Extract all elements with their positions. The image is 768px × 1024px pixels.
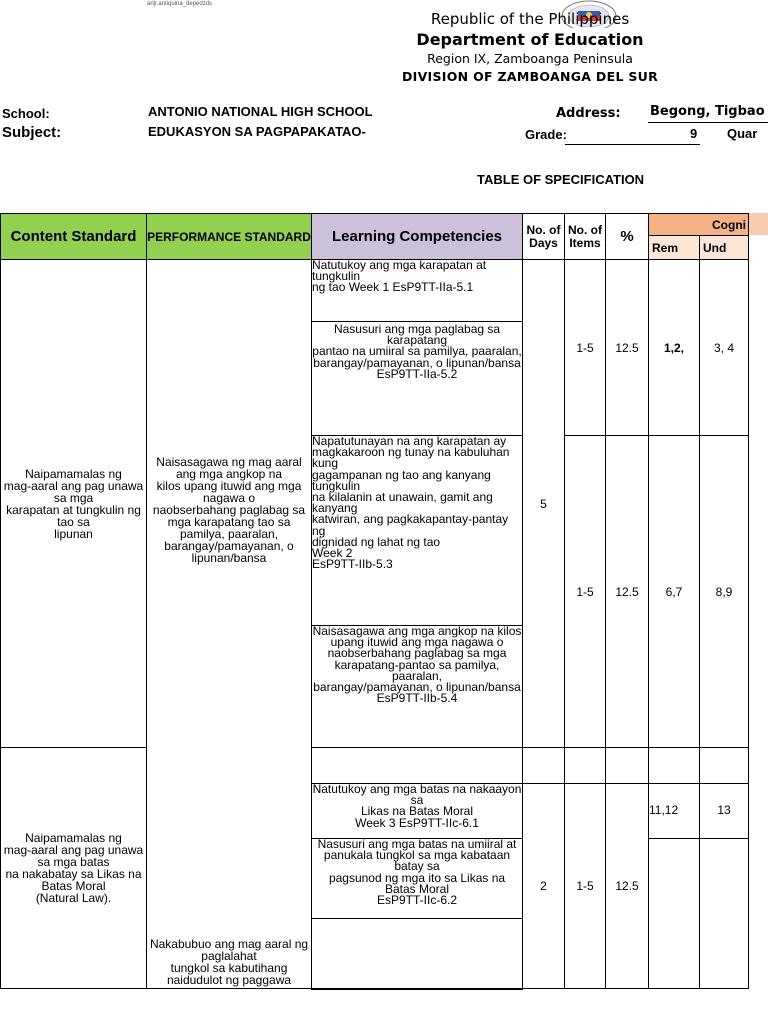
subject-label: Subject:	[2, 124, 62, 141]
subject-value: EDUKASYON SA PAGPAPAKATAO-	[148, 124, 366, 139]
quarter-label: Quar	[727, 126, 758, 141]
grade-underline	[565, 144, 700, 145]
department-heading: Department of Education	[416, 30, 644, 49]
competency-cell: Natutukoy ang mga batas na nakaayon sa Likas na Batas Moral Week 3 EsP9TT-IIc-6.1	[312, 784, 523, 839]
republic-heading: Republic of the Philippines	[430, 10, 630, 28]
school-label: School:	[2, 106, 50, 121]
competency-cell: Naisasagawa ang mga angkop na kilos upang ituwid ang mga nagawa o naobserbahang paglabag sa mga karapatang-pantao sa pamilya, paaralan, barangay/pamayanan, o lipunan/bansa EsP9TT-IIb-5.4	[312, 626, 523, 748]
empty-cell	[649, 748, 700, 784]
competency-cell: Natutukoy ang mga karapatan at tungkulin ng tao Week 1 EsP9TT-IIa-5.1	[312, 260, 523, 322]
und-cell: 3, 4	[700, 260, 749, 436]
percent-cell: 12.5	[606, 260, 649, 436]
document-title: TABLE OF SPECIFICATION	[477, 172, 645, 187]
content-standard-cell: Naipamamalas ng mag-aaral ang pag unawa sa mga batas na nakabatay sa Likas na Batas Moral (Natural Law).	[1, 748, 147, 989]
header-no-of-items: No. of Items	[565, 214, 606, 260]
header-no-of-days: No. of Days	[523, 214, 565, 260]
watermark-text: arljr.antiquina_depedzds	[147, 1, 213, 7]
items-cell: 1-5	[565, 260, 606, 436]
header-performance-standard: PERFORMANCE STANDARD	[147, 214, 312, 260]
region-heading: Region IX, Zamboanga Peninsula	[427, 51, 633, 66]
rem-cell: 11,12	[649, 784, 700, 839]
competency-cell: Napatutunayan na ang karapatan ay magkakaroon ng tunay na kabuluhan kung gagampanan ng tao ang kanyang tungkulin na kilalanin at unawain, gamit ang kanyang katwiran, ang pagkakapantay-pantay ng dignidad ng lahat ng tao Week 2 EsP9TT-IIb-5.3	[312, 436, 523, 626]
header-content-standard: Content Standard	[1, 214, 147, 260]
empty-cell	[700, 839, 749, 989]
und-cell: 8,9	[700, 436, 749, 748]
header-rem: Rem	[649, 236, 700, 260]
performance-standard-cell	[147, 260, 312, 989]
competency-cell: Nasusuri ang mga paglabag sa karapatang pantao na umiiral sa pamilya, paaralan, barangay/pamayanan, o lipunan/bansa EsP9TT-IIa-5.2	[312, 322, 523, 436]
empty-cell	[700, 748, 749, 784]
header-percent: %	[606, 214, 649, 260]
performance-standard-text-1: Naisasagawa ng mag aaral ang mga angkop na kilos upang ituwid ang mga nagawa o naobserbahang paglabag sa mga karapatang tao sa pamilya, paaralan, barangay/pamayanan, o lipunan/bansa	[152, 455, 306, 565]
rem-cell: 1,2,	[649, 260, 700, 436]
empty-cell	[565, 748, 606, 784]
empty-cell	[523, 748, 565, 784]
division-heading: DIVISION OF ZAMBOANGA DEL SUR	[401, 69, 659, 84]
und-cell: 13	[700, 784, 749, 839]
specification-table	[0, 213, 749, 990]
content-standard-cell: Naipamamalas ng mag-aaral ang pag unawa sa mga karapatan at tungkulin ng tao sa lipunan	[1, 260, 147, 748]
days-cell: 2	[523, 784, 565, 989]
grade-label: Grade:	[525, 127, 567, 142]
cognitive-header-overflow	[748, 213, 768, 235]
percent-cell: 12.5	[606, 784, 649, 989]
grade-value: 9	[690, 126, 698, 141]
header-und: Und	[700, 236, 749, 260]
address-label: Address:	[556, 106, 621, 121]
empty-cell	[649, 839, 700, 989]
address-value: Begong, Tigbao	[650, 104, 765, 119]
address-underline	[648, 122, 768, 123]
competency-cell: Nasusuri ang mga batas na umiiral at panukala tungkol sa mga kabataan batay sa pagsunod ng mga ito sa Likas na Batas Moral EsP9TT-IIc-6.2	[312, 839, 523, 919]
rem-cell: 6,7	[649, 436, 700, 748]
items-cell: 1-5	[565, 436, 606, 748]
empty-cell	[312, 919, 523, 989]
performance-standard-text-2: Nakabubuo ang mag aaral ng paglalahat tungkol sa kabutihang naidudulot ng paggawa	[149, 937, 309, 987]
items-cell: 1-5	[565, 784, 606, 989]
days-cell: 5	[523, 260, 565, 748]
empty-cell	[312, 748, 523, 784]
school-value: ANTONIO NATIONAL HIGH SCHOOL	[148, 104, 373, 119]
header-cognitive: Cogni	[649, 214, 749, 236]
empty-cell	[606, 748, 649, 784]
header-learning-competencies: Learning Competencies	[312, 214, 523, 260]
percent-cell: 12.5	[606, 436, 649, 748]
